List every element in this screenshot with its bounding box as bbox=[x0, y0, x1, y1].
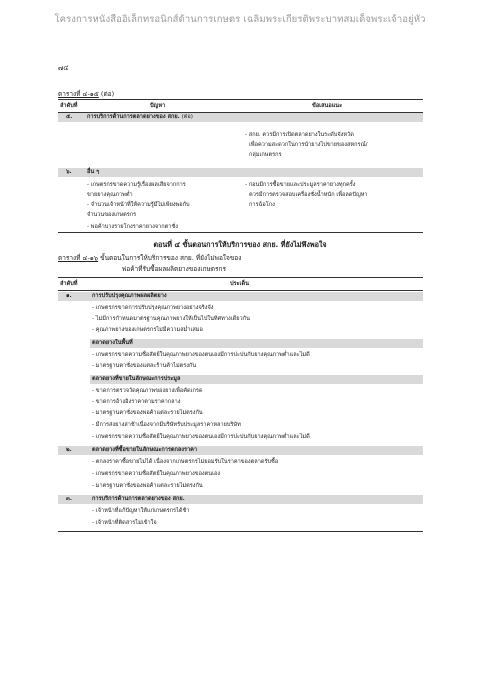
table2-caption-line2: พ่อค้าที่รับซื้อผลผลิตยางของเกษตรกร bbox=[122, 265, 226, 273]
table2-group1b-item-1: - เกษตรกรขาดความซื่อสัตย์ในคุณภาพยางของตนเองมีการปะปนกับยางคุณภาพต่ำและไม่ดี bbox=[92, 352, 310, 358]
table1-row5-title: การบริการด้านการตลาดยางของ สกย. (ต่อ) bbox=[87, 114, 193, 120]
table1-row6-problem-4: จำนวนของเกษตรกร bbox=[87, 212, 137, 218]
table2-caption-ref: ตารางที่ ๔-๑๖ bbox=[58, 254, 99, 262]
table1-caption-ref: ตารางที่ ๔-๑๕ bbox=[58, 90, 99, 98]
table2-group1-item-2: - ไม่มีการกำหนดมาตรฐานคุณภาพยางให้เป็นไปในทิศทางเดียวกัน bbox=[92, 316, 250, 322]
table2-group1-title: การปรับปรุงคุณภาพผลผลิตยาง bbox=[92, 293, 167, 299]
table2-group1c-item-5: - เกษตรกรขาดความซื่อสัตย์ในคุณภาพยางของตนเองมีการปะปนกับยางคุณภาพต่ำและไม่ดี bbox=[92, 434, 310, 440]
table1-row6-title: อื่น ๆ bbox=[87, 169, 100, 175]
table2-group1b-item-2: - มาตรฐานคาชั่งของแต่ละร้านค้าไม่ตรงกัน bbox=[92, 363, 197, 369]
table1-bottom-rule bbox=[58, 232, 423, 233]
table1-col-problem: ปัญหา bbox=[150, 103, 166, 109]
table2-group2-title: ตลาดยางที่ซื้อขายในลักษณะการตกลงราคา bbox=[92, 447, 198, 453]
table2-group1c-item-2: - ขาดการอ้างอิงราคาตามราคากลาง bbox=[92, 399, 181, 405]
table2-group1-item-3: - คุณภาพยางของเกษตรกรไม่มีความสม่ำเสมอ bbox=[92, 327, 203, 333]
table1-row6-band bbox=[58, 168, 423, 177]
table2-group3-title: การบริการด้านการตลาดยางของ สกย. bbox=[92, 496, 185, 502]
table2-col-issue: ประเด็น bbox=[230, 281, 249, 287]
table2-group2-no: ๒. bbox=[66, 447, 72, 453]
page-number: ๗๔ bbox=[58, 64, 69, 72]
table1-col-suggestion: ข้อเสนอแนะ bbox=[312, 103, 343, 109]
page-header: โครงการหนังสืออิเล็กทรอนิกส์ด้านการเกษตร เฉลิมพระเกียรติพระบาทสมเด็จพระเจ้าอยู่หัว bbox=[54, 14, 426, 25]
table2-group3-no: ๓. bbox=[66, 496, 72, 502]
table1-row6-problem-5: - พ่อค้าบางรายโกงราคายางจากตาชั่ง bbox=[87, 224, 178, 230]
table2-group3-item-2: - เจ้าหน้าที่ติดสารไม่เข้าใจ bbox=[92, 520, 157, 526]
table2-top-rule bbox=[58, 277, 423, 278]
table2-group3-item-1: - เจ้าหน้าที่แก้ปัญหาให้แก่เกษตรกรได้ช้า bbox=[92, 508, 190, 514]
table2-group1-item-1: - เกษตรกรขาดการปรับปรุงคุณภาพยางอย่างจริงจัง bbox=[92, 305, 214, 311]
table1-row5-suggestion-1: - สกย. ควรมีการเปิดตลาดยางในระดับจังหวัด bbox=[245, 132, 354, 138]
table2-group1b-band bbox=[90, 339, 423, 348]
table2-header-rule bbox=[58, 290, 423, 291]
table2-caption-line1: ตารางที่ ๔-๑๖ ขั้นตอนในการให้บริการของ สกย. ที่ยังไม่พอใจของ bbox=[58, 254, 242, 262]
table1-row6-suggestion-3: การฉ้อโกง bbox=[249, 202, 275, 208]
table2-group1c-title: ตลาดยางที่ขายในลักษณะการประมูล bbox=[92, 376, 181, 382]
table1-row6-problem-1: - เกษตรกรขาดความรู้เรื่องผลเสียจากการ bbox=[87, 182, 186, 188]
table1-row6-problem-2: ขายยางคุณภาพต่ำ bbox=[87, 192, 133, 198]
table2-group2-item-3: - มาตรฐานคาชั่งของพ่อค้าแต่ละรายไม่ตรงกัน bbox=[92, 483, 203, 489]
table1-row6-suggestion-2: ควรมีการตรวจสอบเครื่องชั่งน้ำหนัก เพื่อลดปัญหา bbox=[249, 192, 368, 198]
table1-row5-suggestion-3: กลุ่มเกษตรกร bbox=[249, 152, 282, 158]
section-title: ตอนที่ ๔ ขั้นตอนการให้บริการของ สกย. ที่ยังไม่พึงพอใจ bbox=[153, 240, 327, 249]
table1-row5-suggestion-2: เพื่อความสะดวกในการนำยางไปขายของสหกรณ์/ bbox=[249, 142, 368, 148]
table2-group1c-item-4: - มีการส่งยางล่าช้าเนื่องจากมีบริษัทรับประมูลราคาหลายบริษัท bbox=[92, 422, 241, 428]
table1-row6-no: ๖. bbox=[66, 169, 72, 175]
table2-group1c-item-1: - ขาดการตรวจวัดคุณภาพของยางเพื่อคัดเกรด bbox=[92, 388, 203, 394]
table2-group1-no: ๑. bbox=[66, 293, 72, 299]
table1-row6-problem-3: - จำนวนเจ้าหน้าที่ให้ความรู้มีไม่เพียงพอกับ bbox=[87, 202, 190, 208]
table2-group1c-item-3: - มาตรฐานคาชั่งของพ่อค้าแต่ละรายไม่ตรงกัน bbox=[92, 410, 203, 416]
table1-top-rule bbox=[58, 99, 423, 100]
table1-caption-suffix: (ต่อ) bbox=[98, 90, 115, 98]
table1-row5-no: ๕. bbox=[66, 114, 73, 120]
table1-row6-suggestion-1: - ก่อนมีการซื้อขายและประมูลราคายางทุกครั้ง bbox=[245, 182, 356, 188]
table1-caption bbox=[58, 89, 114, 99]
table1-col-no: ลำดับที่ bbox=[60, 103, 78, 109]
table2-col-no: ลำดับที่ bbox=[60, 281, 78, 287]
table2-bottom-rule bbox=[58, 531, 423, 532]
table2-group2-item-2: - เกษตรกรขาดความซื่อสัตย์ในคุณภาพยางของตนเอง bbox=[92, 471, 221, 477]
table2-group1b-title: ตลาดยางในพื้นที่ bbox=[92, 340, 133, 346]
table2-group2-item-1: - ตกลงราคาซื้อขายไม่ได้ เนื่องจากเกษตรกรไม่ยอมรับในราคาของตลาดรับซื้อ bbox=[92, 459, 279, 465]
